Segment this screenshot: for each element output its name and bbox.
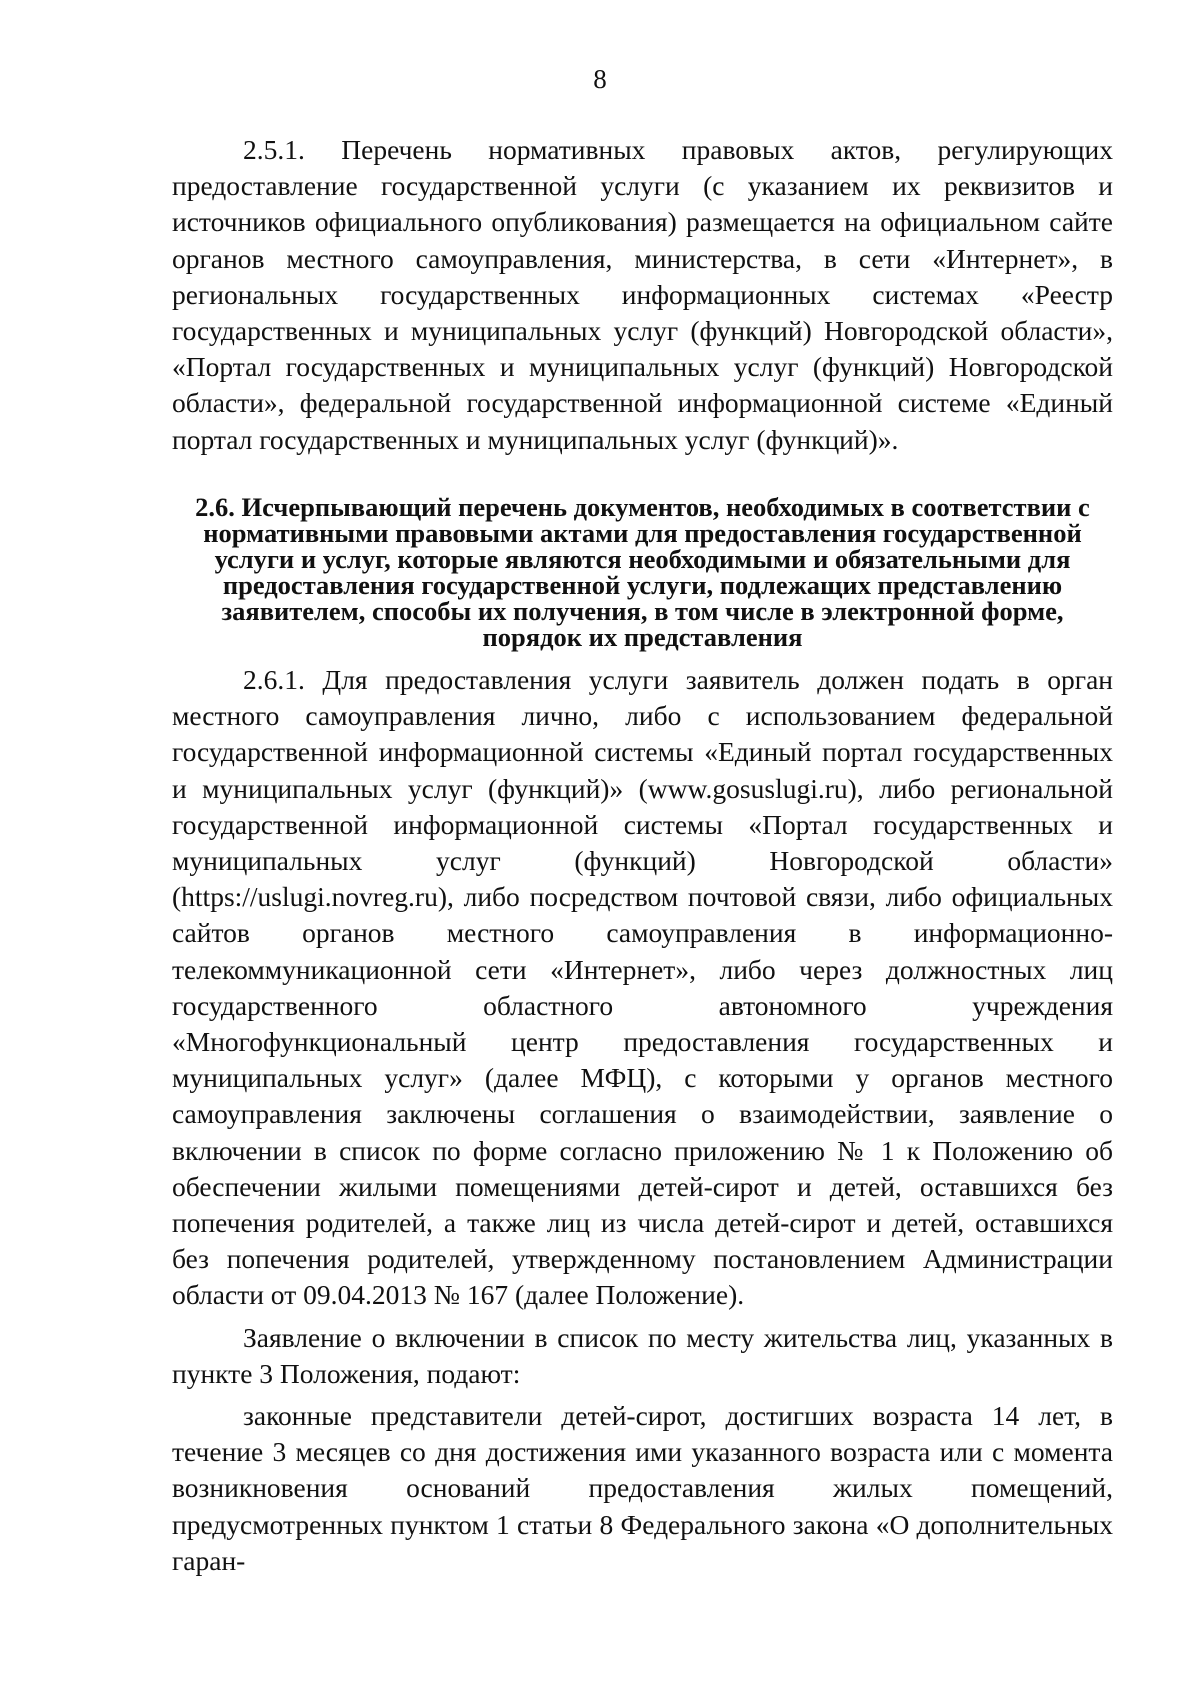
- paragraph-representatives: законные представители детей-сирот, достигших возраста 14 лет, в течение 3 месяцев со дня достижения ими указанного возраста или с момента возникновения оснований предоставления жилых помещений, предусмотренных пунктом 1 статьи 8 Федерального закона «О дополнительных гаран-: [172, 1400, 1113, 1576]
- paragraph-2-5-1: 2.5.1. Перечень нормативных правовых актов, регулирующих предоставление государственной услуги (с указанием их реквизитов и источников официального опубликования) размещается на официальном сайте органов местного самоуправления, министерства, в сети «Интернет», в региональных государственных информационных системах «Реестр государственных и муниципальных услуг (функций) Новгородской области», «Портал государственных и муниципальных услуг (функций) Новгородской области», федеральной государственной информационной системе «Единый портал государственных и муниципальных услуг (функций)».: [172, 134, 1113, 455]
- section-2-6-1: [172, 662, 1113, 1579]
- paragraph-2-6-1: 2.6.1. Для предоставления услуги заявитель должен подать в орган местного самоуправления лично, либо с использованием федеральной государственной информационной системы «Единый портал государственных и муниципальных услуг (функций)» (www.gosuslugi.ru), либо региональной государственной информационной системы «Портал государственных и муниципальных услуг (функций) Новгородской области» (https://uslugi.novreg.ru), либо посредством почтовой связи, либо официальных сайтов органов местного самоуправления в информационно-телекоммуникационной сети «Интернет», либо через должностных лиц государственного областного автономного учреждения «Многофункциональный центр предоставления государственных и муниципальных услуг» (далее МФЦ), с которыми у органов местного самоуправления заключены соглашения о взаимодействии, заявление о включении в список по форме согласно приложению № 1 к Положению об обеспечении жилыми помещениями детей-сирот и детей, оставшихся без попечения родителей, а также лиц из числа детей-сирот и детей, оставшихся без попечения родителей, утвержденному постановлением Администрации области от 09.04.2013 № 167 (далее Положение).: [172, 664, 1113, 1311]
- section-2-5-1: [172, 132, 1113, 458]
- paragraph-application: Заявление о включении в список по месту жительства лиц, указанных в пункте 3 Положения, подают:: [172, 1321, 1113, 1389]
- section-heading-2-6: 2.6. Исчерпывающий перечень документов, необходимых в соответствии с нормативными правовыми актами для предоставления государственной услуги и услуг, которые являются необходимыми и обязательными для предоставления государственной услуги, подлежащих представлению заявителем, способы их получения, в том числе в электронной форме, порядок их представления: [195, 492, 1090, 652]
- page-number: 8: [593, 64, 607, 94]
